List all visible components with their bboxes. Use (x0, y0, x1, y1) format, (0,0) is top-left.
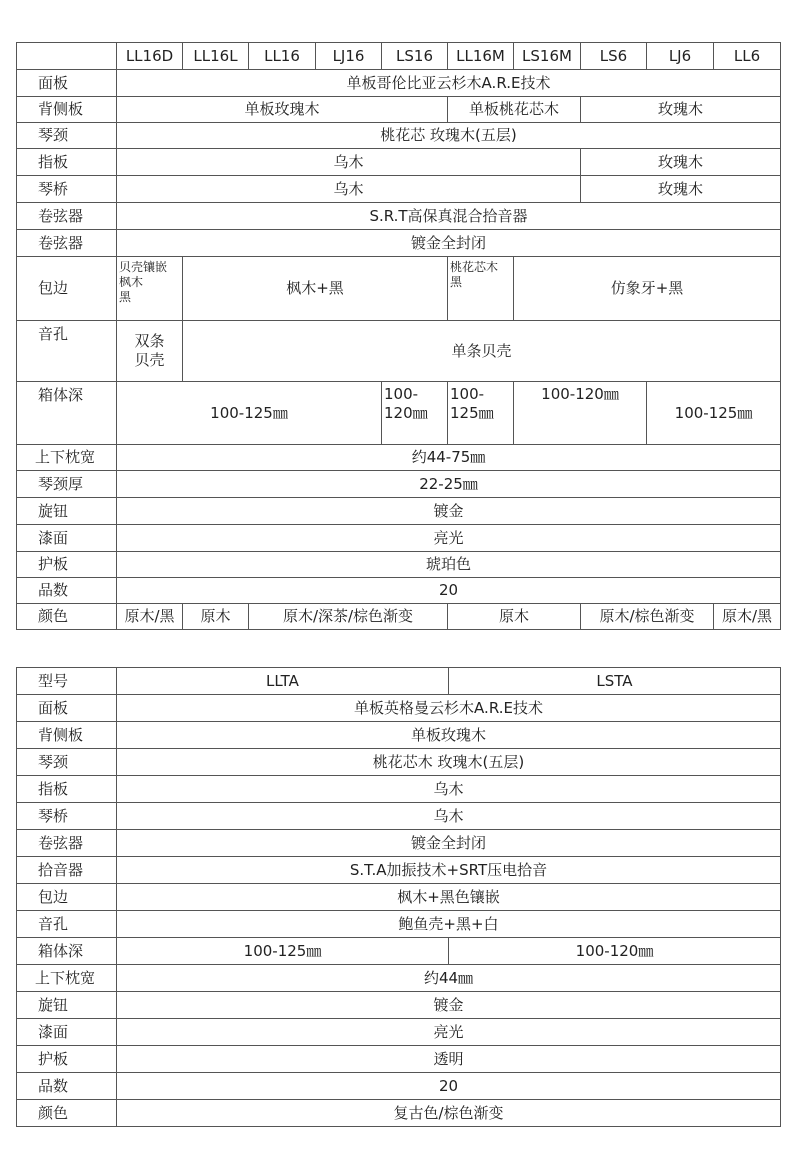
row-label: 卷弦器 (17, 230, 117, 257)
row-value: 单板哥伦比亚云杉木A.R.E技术 (117, 70, 781, 97)
row-value: 单板英格曼云杉木A.R.E技术 (117, 695, 781, 722)
row-value: 100-120㎜ (514, 382, 647, 445)
row-value: S.R.T高保真混合拾音器 (117, 203, 781, 230)
row-neck (17, 123, 781, 149)
row-body-depth (17, 938, 781, 965)
row-value: 乌木 (117, 803, 781, 830)
header-row (17, 668, 781, 695)
spec-row (17, 1073, 781, 1100)
row-label: 音孔 (17, 321, 117, 382)
row-body-depth (17, 382, 781, 445)
row-value: 镀金全封闭 (117, 830, 781, 857)
row-value: 琥珀色 (117, 552, 781, 578)
header-blank (17, 43, 117, 70)
row-label: 背侧板 (17, 97, 117, 123)
spec-row (17, 1100, 781, 1127)
row-value: S.T.A加振技术+SRT压电拾音 (117, 857, 781, 884)
model-header: LL16 (249, 43, 316, 70)
row-value: 玫瑰木 (581, 176, 781, 203)
row-value: 双条 贝壳 (117, 321, 183, 382)
row-value: 原木/黑 (117, 604, 183, 630)
row-label: 指板 (17, 149, 117, 176)
spec-row (17, 884, 781, 911)
spec-row (17, 857, 781, 884)
row-color (17, 604, 781, 630)
spec-row (17, 1019, 781, 1046)
row-label: 漆面 (17, 1019, 117, 1046)
row-value: 原木/深茶/棕色渐变 (249, 604, 448, 630)
row-label: 箱体深 (17, 938, 117, 965)
model-header: LJ6 (647, 43, 714, 70)
row-label: 拾音器 (17, 857, 117, 884)
row-value: 原木/棕色渐变 (581, 604, 714, 630)
row-value: 枫木+黑色镶嵌 (117, 884, 781, 911)
row-label: 卷弦器 (17, 830, 117, 857)
model-header: LS6 (581, 43, 647, 70)
row-soundhole (17, 321, 781, 382)
row-value: 100-120㎜ (449, 938, 781, 965)
row-value: 原木/黑 (714, 604, 781, 630)
row-label: 箱体深 (17, 382, 117, 445)
row-label: 包边 (17, 257, 117, 321)
row-value: 镀金 (117, 498, 781, 525)
header-row (17, 43, 781, 70)
spec-row (17, 965, 781, 992)
row-value: 约44-75㎜ (117, 445, 781, 471)
spec-row (17, 722, 781, 749)
row-binding (17, 257, 781, 321)
spec-row (17, 776, 781, 803)
spec-row (17, 695, 781, 722)
row-value: 单板玫瑰木 (117, 722, 781, 749)
row-label: 品数 (17, 1073, 117, 1100)
row-label: 颜色 (17, 1100, 117, 1127)
row-label: 琴颈厚 (17, 471, 117, 498)
row-value: 100- 125㎜ (448, 382, 514, 445)
row-label: 琴颈 (17, 749, 117, 776)
row-label: 护板 (17, 1046, 117, 1073)
row-label: 品数 (17, 578, 117, 604)
row-finish (17, 525, 781, 552)
spec-row (17, 911, 781, 938)
row-value: 贝壳镶嵌 枫木 黑 (117, 257, 183, 321)
row-label: 琴桥 (17, 803, 117, 830)
row-frets (17, 578, 781, 604)
row-value: 原木 (448, 604, 581, 630)
row-value: 单板玫瑰木 (117, 97, 448, 123)
row-label: 背侧板 (17, 722, 117, 749)
row-label: 颜色 (17, 604, 117, 630)
row-value: 22-25㎜ (117, 471, 781, 498)
row-label: 面板 (17, 695, 117, 722)
row-pickup (17, 203, 781, 230)
model-header: LSTA (449, 668, 781, 695)
row-value: 玫瑰木 (581, 97, 781, 123)
spec-row (17, 749, 781, 776)
row-label: 面板 (17, 70, 117, 97)
row-value: 仿象牙+黑 (514, 257, 781, 321)
spec-table-models-2 (16, 667, 781, 1127)
row-value: 100-125㎜ (647, 382, 781, 445)
row-value: 亮光 (117, 525, 781, 552)
row-value: 乌木 (117, 176, 581, 203)
spec-row (17, 1046, 781, 1073)
row-value: 单板桃花芯木 (448, 97, 581, 123)
model-header: LJ16 (316, 43, 382, 70)
row-value: 约44㎜ (117, 965, 781, 992)
spec-table-models-1 (16, 42, 781, 630)
row-label: 琴桥 (17, 176, 117, 203)
model-header: LL6 (714, 43, 781, 70)
row-value: 桃花芯木 黑 (448, 257, 514, 321)
row-label: 漆面 (17, 525, 117, 552)
row-label: 音孔 (17, 911, 117, 938)
row-value: 100- 120㎜ (382, 382, 448, 445)
row-value: 复古色/棕色渐变 (117, 1100, 781, 1127)
row-bout-width (17, 445, 781, 471)
model-header: LL16D (117, 43, 183, 70)
row-label: 琴颈 (17, 123, 117, 149)
spec-row (17, 803, 781, 830)
row-label: 上下枕宽 (17, 445, 117, 471)
row-label: 包边 (17, 884, 117, 911)
row-value: 玫瑰木 (581, 149, 781, 176)
row-label: 旋钮 (17, 992, 117, 1019)
row-fingerboard (17, 149, 781, 176)
row-value: 乌木 (117, 776, 781, 803)
row-value: 桃花芯木 玫瑰木(五层) (117, 749, 781, 776)
model-header: LS16 (382, 43, 448, 70)
row-label: 指板 (17, 776, 117, 803)
row-label: 上下枕宽 (17, 965, 117, 992)
row-value: 亮光 (117, 1019, 781, 1046)
model-header: LLTA (117, 668, 449, 695)
row-bridge (17, 176, 781, 203)
row-value: 乌木 (117, 149, 581, 176)
row-label: 卷弦器 (17, 203, 117, 230)
row-label: 型号 (17, 668, 117, 695)
row-label: 护板 (17, 552, 117, 578)
model-header: LL16L (183, 43, 249, 70)
row-value: 镀金 (117, 992, 781, 1019)
row-back-sides (17, 97, 781, 123)
row-value: 镀金全封闭 (117, 230, 781, 257)
row-value: 100-125㎜ (117, 382, 382, 445)
row-label: 旋钮 (17, 498, 117, 525)
row-value: 20 (117, 578, 781, 604)
model-header: LS16M (514, 43, 581, 70)
row-neck-thickness (17, 471, 781, 498)
spec-row (17, 992, 781, 1019)
row-value: 20 (117, 1073, 781, 1100)
row-value: 鲍鱼壳+黑+白 (117, 911, 781, 938)
row-tuners (17, 230, 781, 257)
row-value: 枫木+黑 (183, 257, 448, 321)
row-knobs (17, 498, 781, 525)
row-top (17, 70, 781, 97)
spec-row (17, 830, 781, 857)
row-pickguard (17, 552, 781, 578)
model-header: LL16M (448, 43, 514, 70)
row-value: 单条贝壳 (183, 321, 781, 382)
row-value: 桃花芯 玫瑰木(五层) (117, 123, 781, 149)
row-value: 100-125㎜ (117, 938, 449, 965)
row-value: 原木 (183, 604, 249, 630)
row-value: 透明 (117, 1046, 781, 1073)
